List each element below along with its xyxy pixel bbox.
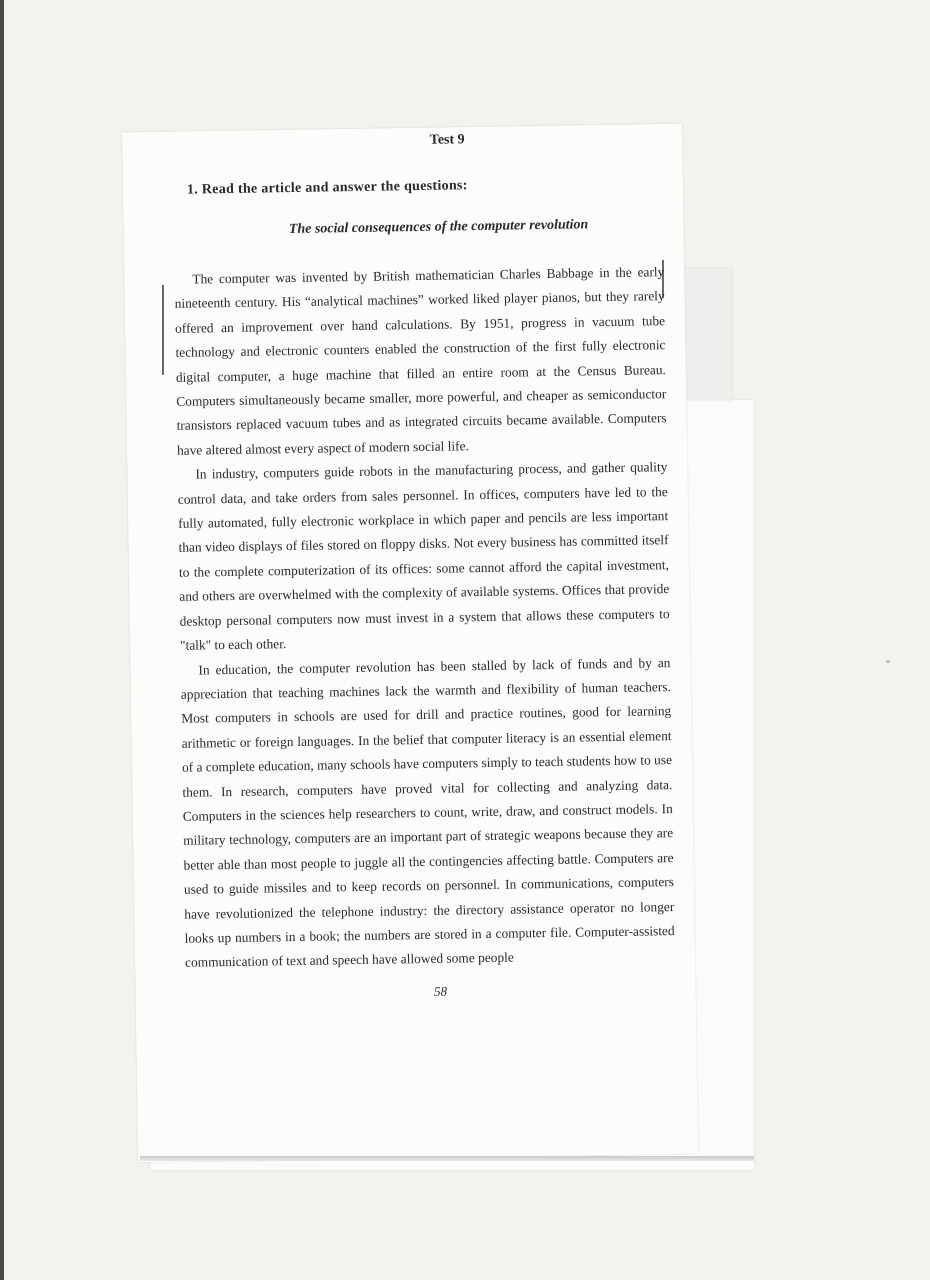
scan-speck <box>886 660 890 663</box>
scan-edge <box>0 0 4 1280</box>
margin-mark-left <box>162 285 164 375</box>
article-title: The social consequences of the computer revolution <box>288 217 589 238</box>
test-title: Test 9 <box>429 132 465 148</box>
task-instruction: 1. Read the article and answer the questions: <box>186 178 468 198</box>
paper-bottom-edge <box>140 1156 754 1161</box>
article-paragraph: The computer was invented by British mathematician Charles Babbage in the early nineteenth century. His “analytical machines” worked liked player pianos, but they rarely offered an improvement over hand calculations. By 1951, progress in vacuum tube technology and electronic counters enabled the construction of the first fully electronic digital computer, a huge machine that filled an entire room at the Census Bureau. Computers simultaneously became smaller, more powerful, and cheaper as semiconductor transistors replaced vacuum tubes and as integrated circuits became available. Computers have altered almost every aspect of modern social life. <box>174 264 667 458</box>
page-number: 58 <box>433 983 448 999</box>
article-paragraph: In education, the computer revolution has been stalled by lack of funds and by an appreciation that teaching machines lack the warmth and flexibility of human teachers. Most computers in schools are used for drill and practice routines, good for learning arithmetic or foreign languages. In the belief that computer literacy is an essential element of a complete education, many schools have computers simply to teach students how to use them. In research, computers have proved vital for collecting and analyzing data. Computers in the sciences help researchers to count, write, draw, and construct models. In military technology, computers are an important part of strategic weapons because they are better able than most people to juggle all the contingencies affecting battle. Computers are used to guide missiles and to keep records on personnel. In communications, computers have revolutionized the telephone industry: the directory assistance operator no longer looks up numbers in a book; the numbers are stored in a computer file. Computer-assisted communication of text and speech have allowed some people <box>180 654 675 971</box>
page-content <box>172 124 676 1003</box>
article-paragraph: In industry, computers guide robots in the manufacturing process, and gather quality control data, and take orders from sales personnel. In offices, computers have led to the fully automated, fully electronic workplace in which paper and pencils are less important than video displays of files stored on floppy disks. Not every business has committed itself to the complete computerization of its offices: some cannot afford the capital investment, and others are overwhelmed with the complexity of available systems. Offices that provide desktop personal computers now must invest in a system that allows these computers to "talk" to each other. <box>177 459 670 653</box>
